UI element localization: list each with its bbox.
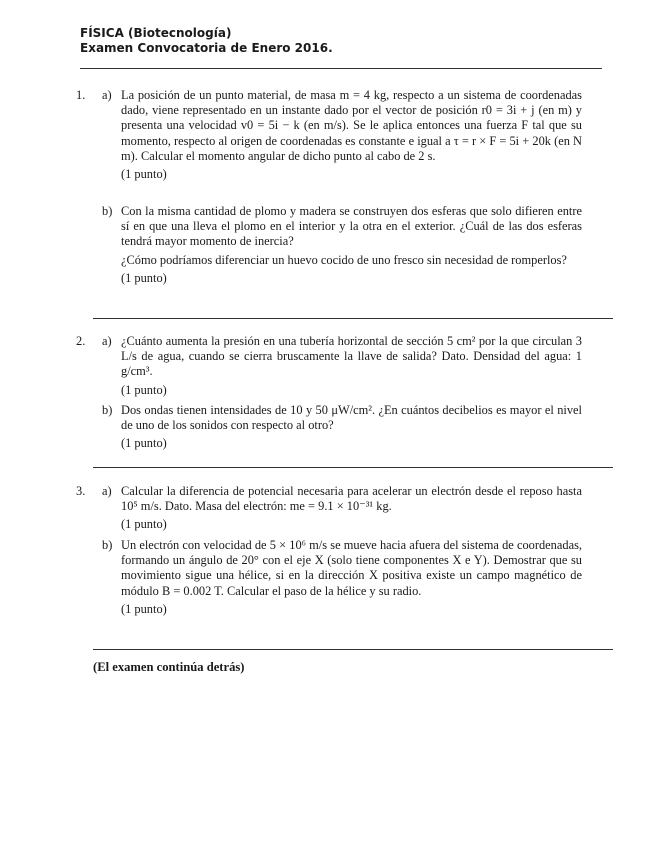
points-label: (1 punto) [121,382,167,397]
points-label: (1 punto) [121,270,167,285]
part-letter: b) [102,204,113,218]
header-divider [80,68,602,69]
section-divider [93,649,613,650]
points-label: (1 punto) [121,517,167,532]
problem-1a [121,88,582,182]
part-text: Calcular la diferencia de potencial necesaria para acelerar un electrón desde el reposo hasta 10⁵ m/s. Dato. Masa del electrón: me = 9.1 × 10⁻³¹ kg. [121,484,582,514]
problem-number: 2. [76,334,86,348]
exam-header [80,26,333,56]
part-letter: b) [102,538,113,552]
part-letter: b) [102,403,113,417]
part-letter: a) [102,334,112,348]
points-label: (1 punto) [121,601,167,616]
problem-3a [121,484,582,533]
part-text: Dos ondas tienen intensidades de 10 y 50 μW/cm². ¿En cuántos decibelios es mayor el nivel de uno de los sonidos con respecto al otro? [121,403,582,433]
exam-title: Examen Convocatoria de Enero 2016. [80,41,333,55]
part-text-extra: ¿Cómo podríamos diferenciar un huevo cocido de uno fresco sin necesidad de romperlos? [121,252,567,267]
problem-2a [121,334,582,398]
section-divider [93,467,613,468]
points-label: (1 punto) [121,436,167,451]
part-text: ¿Cuánto aumenta la presión en una tubería horizontal de sección 5 cm² por la que circulan 3 L/s de agua, cuando se cierra bruscamente la llave de salida? Dato. Densidad del agua: 1 g/cm³. [121,334,582,379]
problem-2b [121,403,582,452]
section-divider [93,318,613,319]
part-text: La posición de un punto material, de masa m = 4 kg, respecto a un sistema de coordenadas dado, viene representado en un instante dado por el vector de posición r0 = 3i + j (en m) y presenta una velocidad v0 = 5i − k (en m/s). Se le aplica entonces una fuerza F tal que su momento, respecto al origen de coordenadas es constante e igual a τ = r × F = 5i + 20k (en N m). Calcular el momento angular de dicho punto al cabo de 2 s. [121,88,582,163]
problem-number: 3. [76,484,86,498]
points-label: (1 punto) [121,167,167,182]
problem-1b [121,204,582,286]
continue-note: (El examen continúa detrás) [93,660,245,674]
problem-3b [121,538,582,617]
part-letter: a) [102,88,112,102]
problem-number: 1. [76,88,86,102]
part-text: Un electrón con velocidad de 5 × 10⁶ m/s se mueve hacia afuera del sistema de coordenadas, formando un ángulo de 20° con el eje X (solo tiene componentes X e Y). Demostrar que su movimiento sigue una hélice, si en la dirección X positiva existe un campo magnético de módulo B = 0.002 T. Calcular el paso de la hélice y su radio. [121,538,582,598]
subject-title: FÍSICA (Biotecnología) [80,26,232,40]
part-text: Con la misma cantidad de plomo y madera se construyen dos esferas que solo difieren entre sí en que una lleva el plomo en el interior y la otra en el exterior. ¿Cuál de las dos esferas tendrá mayor momento de inercia? [121,204,582,249]
part-letter: a) [102,484,112,498]
